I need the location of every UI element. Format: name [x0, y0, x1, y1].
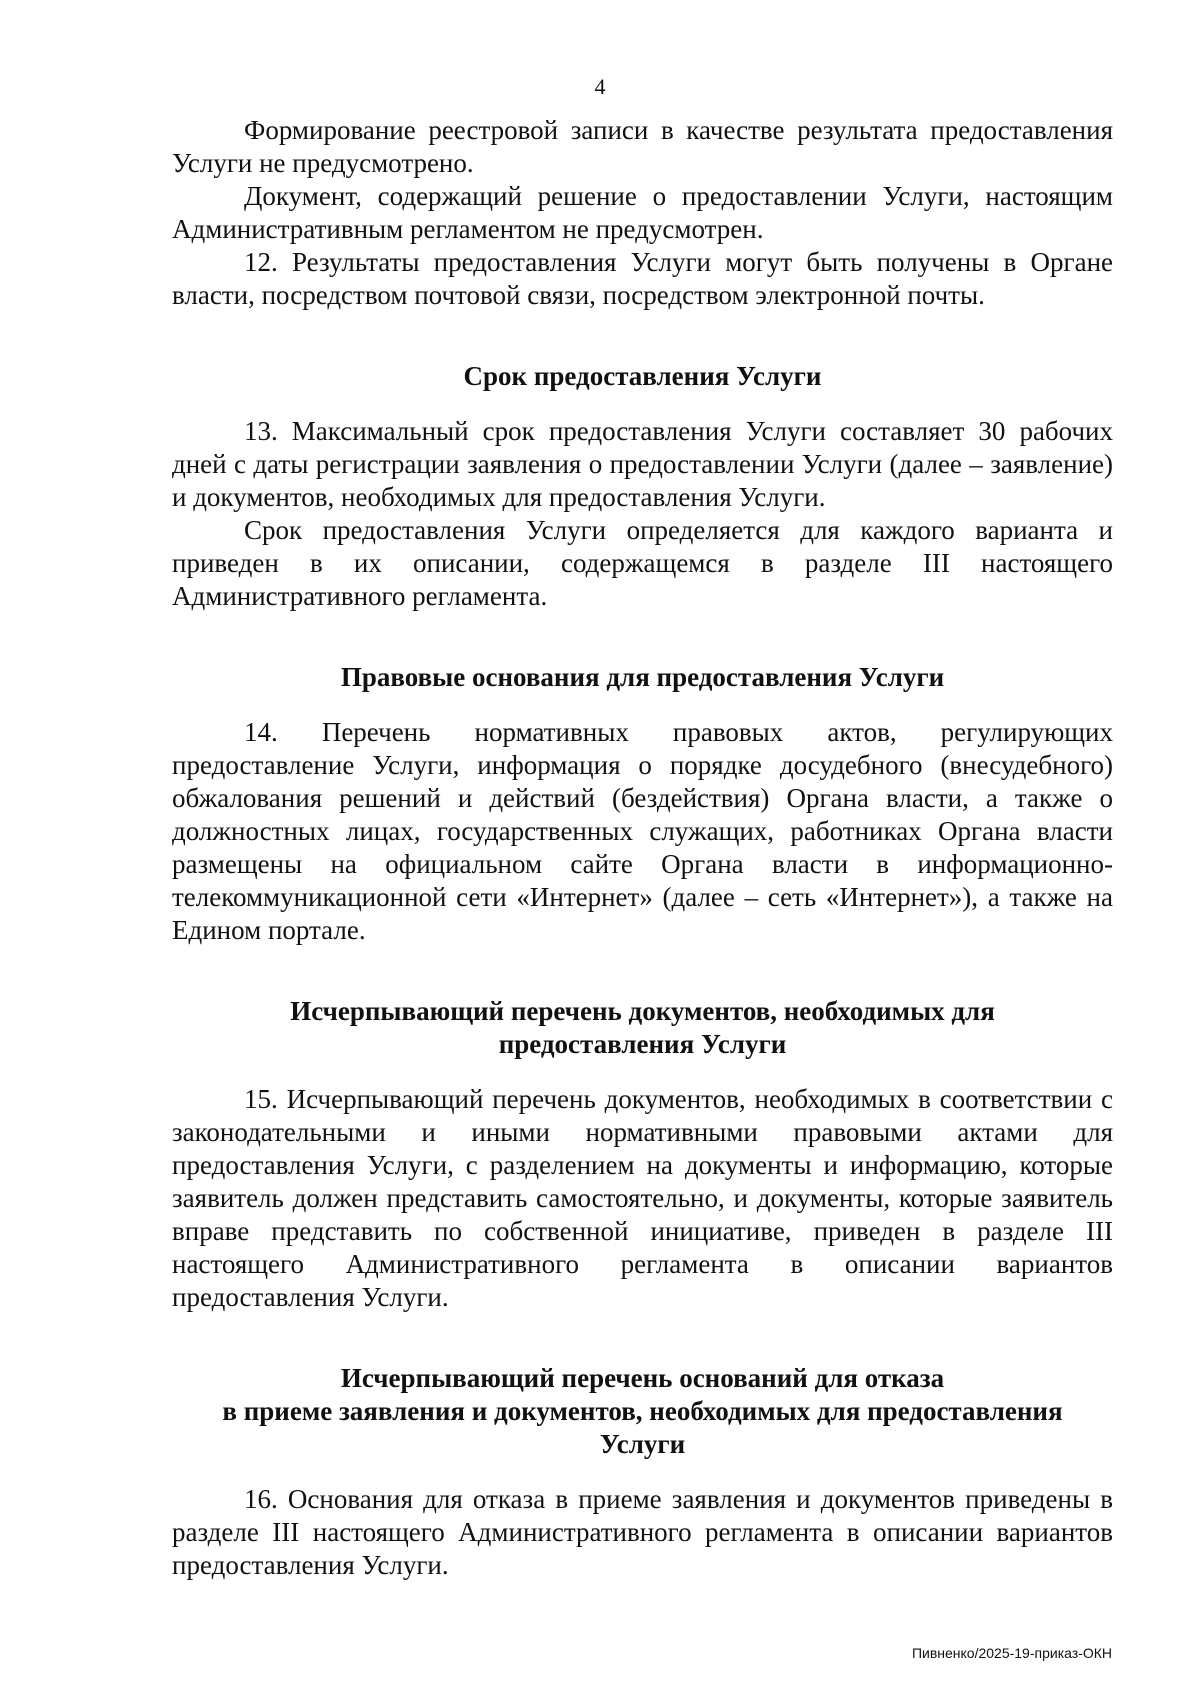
- section-heading: [172, 995, 1113, 1061]
- footer-document-code: Пивненко/2025-19-приказ-ОКН: [911, 1645, 1112, 1661]
- section-heading-line: Исчерпывающий перечень документов, необходимых для: [290, 996, 995, 1026]
- section-heading: Правовые основания для предоставления Услуги: [340, 662, 945, 692]
- page-number: 4: [594, 74, 606, 99]
- paragraph: Срок предоставления Услуги определяется для каждого варианта и приведен в их описании, содержащемся в разделе III настоящего Административного регламента.: [172, 515, 1113, 611]
- paragraph: 12. Результаты предоставления Услуги могут быть получены в Органе власти, посредством почтовой связи, посредством электронной почты.: [172, 247, 1113, 310]
- section-heading-line: предоставления Услуги: [498, 1029, 787, 1059]
- document-body: [172, 114, 1113, 1582]
- section-heading-line: в приеме заявления и документов, необходимых для предоставления: [222, 1396, 1063, 1426]
- section-heading-line: Исчерпывающий перечень оснований для отказа: [340, 1363, 945, 1393]
- paragraph: 13. Максимальный срок предоставления Услуги составляет 30 рабочих дней с даты регистрации заявления о предоставлении Услуги (далее – заявление) и документов, необходимых для предоставления Услуги.: [172, 416, 1113, 512]
- paragraph: 14. Перечень нормативных правовых актов, регулирующих предоставление Услуги, информация о порядке досудебного (внесудебного) обжалования решений и действий (бездействия) Органа власти, а также о должностных лицах, государственных служащих, работниках Органа власти размещены на официальном сайте Органа власти в информационно-телекоммуникационной сети «Интернет» (далее – сеть «Интернет»), а также на Едином портале.: [172, 717, 1113, 945]
- section-heading-line: Услуги: [599, 1429, 686, 1459]
- paragraph: 16. Основания для отказа в приеме заявления и документов приведены в разделе III настоящего Административного регламента в описании вариантов предоставления Услуги.: [172, 1484, 1113, 1580]
- section-heading: Срок предоставления Услуги: [463, 361, 822, 391]
- paragraph: Документ, содержащий решение о предоставлении Услуги, настоящим Административным регламентом не предусмотрен.: [172, 181, 1113, 244]
- paragraph: 15. Исчерпывающий перечень документов, необходимых в соответствии с законодательными и иными нормативными правовыми актами для предоставления Услуги, с разделением на документы и информацию, которые заявитель должен представить самостоятельно, и документы, которые заявитель вправе представить по собственной инициативе, приведен в разделе III настоящего Административного регламента в описании вариантов предоставления Услуги.: [172, 1084, 1113, 1312]
- section-heading: [172, 1362, 1113, 1461]
- paragraph: Формирование реестровой записи в качестве результата предоставления Услуги не предусмотрено.: [172, 115, 1113, 178]
